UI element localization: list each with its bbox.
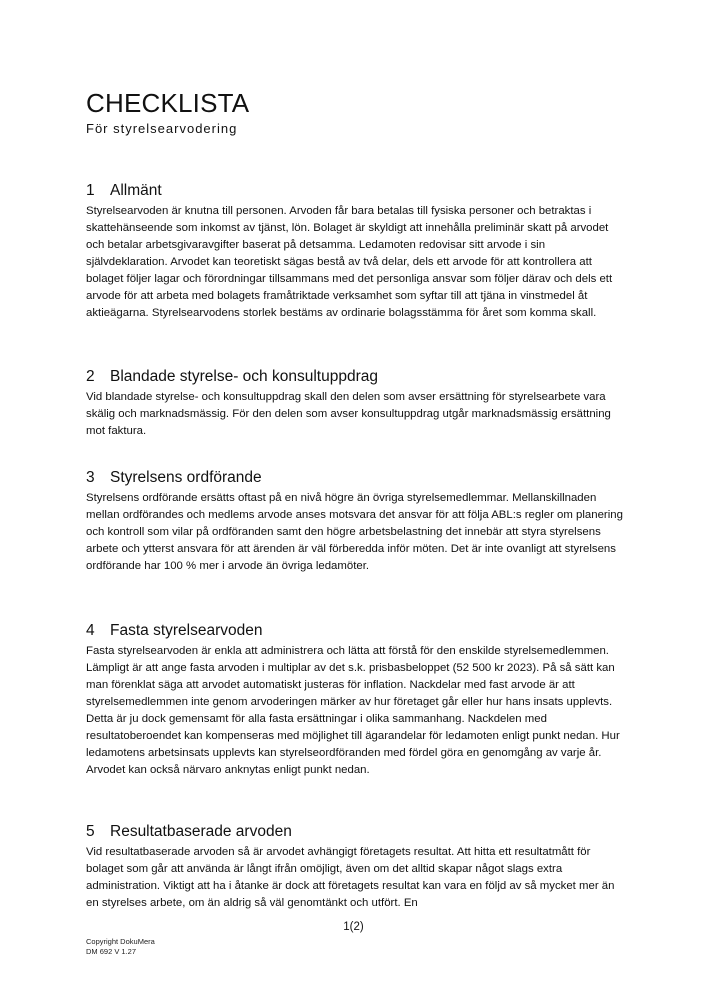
section-heading — [86, 181, 626, 201]
section-fasta-arvoden — [86, 621, 626, 779]
section-body: Fasta styrelsearvoden är enkla att administrera och lätta att förstå för den enskilde styrelsemedlemmen. Lämpligt är att ange fasta arvoden i multiplar av det s.k. prisbasbeloppet (52 500 kr 2023). På så sätt kan man förenklat säga att arvodet automatiskt justeras för inflation. Nackdelar med fast arvode är att styrelsemedlemmen inte genom arvoderingen märker av hur företaget går eller hur hans insats upplevts. Detta är ju dock gemensamt för alla fasta ersättningar i olika sammanhang. Nackdelen med resultatoberoendet kan kompenseras med möjlighet till ägarandelar för ledamoten enligt punkt nedan. Hur ledamotens arbetsinsats upplevts kan styrelseordföranden med fördel göra en genomgång av varje år. Arvodet kan också närvaro anknytas enligt punkt nedan. — [86, 645, 620, 776]
section-body: Styrelsearvoden är knutna till personen. Arvoden får bara betalas till fysiska personer och betraktas i skattehänseende som inkomst av tjänst, lön. Bolaget är skyldigt att innehålla preliminär skatt på arvodet och betalar arbetsgivaravgifter baserat på detsamma. Ledamoten redovisar sitt arvode i sin självdeklaration. Arvodet kan teoretiskt sägas bestå av två delar, dels ett arvode för att kontrollera att bolaget följer lagar och förordningar tillsammans med det personliga ansvar som följer därav och dels ett arvode för att arbeta med bolagets framåtriktade verksamhet som syftar till att tjäna in vinstmedel åt aktieägarna. Styrelsearvodens storlek bestäms av ordinarie bolagsstämma för året som komma skall. — [86, 205, 613, 319]
section-blandade-uppdrag — [86, 367, 626, 440]
section-title: Resultatbaserade arvoden — [110, 823, 292, 840]
section-heading — [86, 468, 626, 488]
document-subtitle: För styrelsearvodering — [86, 121, 238, 136]
section-number: 2 — [86, 368, 95, 385]
section-number: 4 — [86, 622, 95, 639]
footer-doc-id: DM 692 V 1.27 — [86, 947, 137, 956]
page-number: 1(2) — [343, 921, 364, 933]
section-body: Styrelsens ordförande ersätts oftast på en nivå högre än övriga styrelsemedlemmar. Mellanskillnaden mellan ordförandes och medlems arvode anses motsvara det ansvar för att följa ABL:s regler om planering och kontroll som vilar på ordföranden samt den högre arbetsbelastning det innebär att styra styrelsens arbete och ytterst ansvara för att ärenden är väl förberedda inför möten. Det är inte ovanligt att styrelsens ordförande har 100 % mer i arvode än övriga ledamöter. — [86, 492, 623, 572]
section-body: Vid resultatbaserade arvoden så är arvodet avhängigt företagets resultat. Att hitta ett resultatmått för bolaget som går att använda är långt ifrån omöjligt, även om det alltid skapar något slags extra administration. Viktigt att ha i åtanke är dock att företagets resultat kan vara en följd av så mycket mer än en styrelses arbete, om än aldrig så väl genomtänkt och utfört. En — [86, 846, 615, 909]
section-number: 1 — [86, 182, 95, 199]
section-title: Allmänt — [110, 182, 162, 199]
section-number: 3 — [86, 469, 95, 486]
section-resultatbaserade — [86, 822, 626, 912]
footer — [86, 937, 155, 957]
document-title: CHECKLISTA — [86, 88, 250, 118]
section-heading — [86, 621, 626, 641]
section-allmant — [86, 181, 626, 322]
footer-copyright: Copyright DokuMera — [86, 937, 155, 946]
section-title: Fasta styrelsearvoden — [110, 622, 263, 639]
section-number: 5 — [86, 823, 95, 840]
section-title: Styrelsens ordförande — [110, 469, 262, 486]
section-heading — [86, 822, 626, 842]
section-ordforande — [86, 468, 626, 575]
section-heading — [86, 367, 626, 387]
section-title: Blandade styrelse- och konsultuppdrag — [110, 368, 378, 385]
section-body: Vid blandade styrelse- och konsultuppdrag skall den delen som avser ersättning för styrelsearbete vara skälig och marknadsmässig. För den delen som avser konsultuppdrag utgår marknadsmässig ersättning mot faktura. — [86, 391, 611, 437]
